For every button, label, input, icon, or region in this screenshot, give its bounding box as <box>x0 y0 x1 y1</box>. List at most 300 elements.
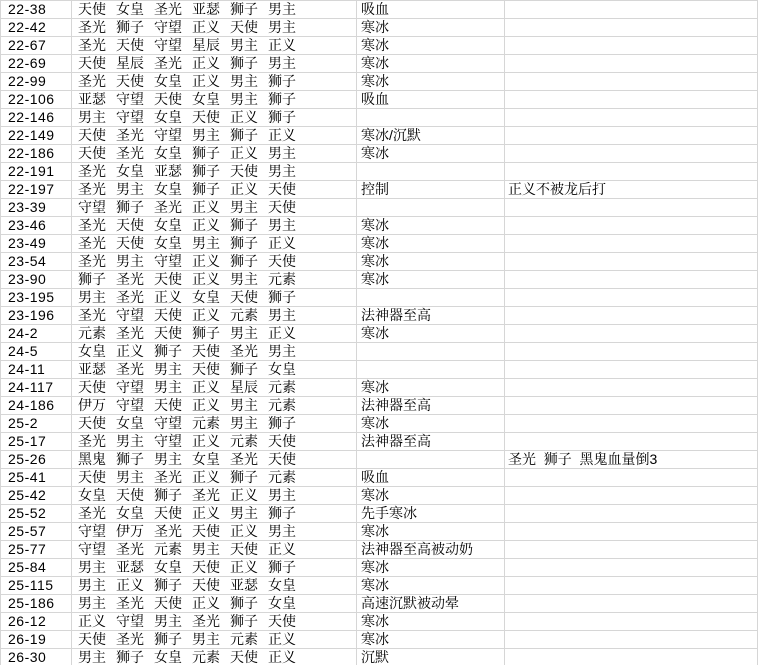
team-member: 守望 <box>154 415 182 431</box>
team-member: 狮子 <box>230 235 258 251</box>
team-member: 圣光 <box>116 631 144 647</box>
team-member: 狮子 <box>268 415 296 431</box>
team-member: 男主 <box>230 415 258 431</box>
row-id-cell[interactable]: 25-115 <box>0 577 72 595</box>
extra-note-cell[interactable] <box>505 1 758 19</box>
team-member: 圣光 <box>116 145 144 161</box>
team-member: 正义 <box>192 217 220 233</box>
table-row <box>0 397 758 415</box>
team-member: 元素 <box>268 469 296 485</box>
team-member: 亚瑟 <box>230 577 258 593</box>
team-cell[interactable] <box>72 271 357 289</box>
note-cell[interactable]: 寒冰 <box>357 73 505 91</box>
extra-note-cell[interactable] <box>505 595 758 613</box>
team-member: 守望 <box>78 199 106 215</box>
team-member: 天使 <box>230 163 258 179</box>
team-cell[interactable] <box>72 541 357 559</box>
row-id-cell[interactable]: 22-186 <box>0 145 72 163</box>
table-row <box>0 415 758 433</box>
team-member: 圣光 <box>192 613 220 629</box>
team-member: 女皇 <box>154 217 182 233</box>
table-row <box>0 433 758 451</box>
team-cell[interactable] <box>72 613 357 631</box>
team-cell[interactable] <box>72 505 357 523</box>
extra-note-cell[interactable] <box>505 649 758 665</box>
note-cell[interactable]: 寒冰 <box>357 523 505 541</box>
team-cell[interactable] <box>72 595 357 613</box>
team-member: 女皇 <box>78 343 106 359</box>
extra-note-cell[interactable] <box>505 415 758 433</box>
table-row <box>0 469 758 487</box>
table-row <box>0 235 758 253</box>
table-row <box>0 163 758 181</box>
extra-note-cell[interactable] <box>505 19 758 37</box>
team-cell[interactable] <box>72 37 357 55</box>
team-member: 狮子 <box>154 631 182 647</box>
team-member: 男主 <box>268 307 296 323</box>
table-row <box>0 55 758 73</box>
team-member: 狮子 <box>230 361 258 377</box>
note-cell[interactable]: 先手寒冰 <box>357 505 505 523</box>
team-member: 正义 <box>230 181 258 197</box>
team-cell[interactable] <box>72 289 357 307</box>
extra-note-cell[interactable] <box>505 91 758 109</box>
team-member: 天使 <box>116 73 144 89</box>
row-id-cell[interactable]: 22-106 <box>0 91 72 109</box>
table-row <box>0 91 758 109</box>
row-id-cell[interactable]: 25-41 <box>0 469 72 487</box>
team-member: 男主 <box>230 91 258 107</box>
team-cell[interactable] <box>72 163 357 181</box>
extra-note-cell[interactable] <box>505 73 758 91</box>
team-member: 狮子 <box>78 271 106 287</box>
row-id-cell[interactable]: 25-17 <box>0 433 72 451</box>
team-member: 女皇 <box>78 487 106 503</box>
team-member: 圣光 <box>78 217 106 233</box>
team-member: 圣光 <box>78 253 106 269</box>
team-member: 天使 <box>268 199 296 215</box>
table-row <box>0 109 758 127</box>
note-cell[interactable]: 寒冰 <box>357 37 505 55</box>
team-member: 男主 <box>154 451 182 467</box>
row-id-cell[interactable]: 26-19 <box>0 631 72 649</box>
team-member: 男主 <box>192 235 220 251</box>
team-member: 圣光 <box>116 127 144 143</box>
table-row <box>0 37 758 55</box>
team-member: 守望 <box>116 613 144 629</box>
team-member: 正义 <box>268 631 296 647</box>
note-cell[interactable] <box>357 109 505 127</box>
team-cell[interactable] <box>72 235 357 253</box>
note-cell[interactable] <box>357 343 505 361</box>
extra-note-cell[interactable] <box>505 235 758 253</box>
row-id-cell[interactable]: 23-39 <box>0 199 72 217</box>
row-id-cell[interactable]: 22-197 <box>0 181 72 199</box>
team-cell[interactable] <box>72 433 357 451</box>
extra-note-cell[interactable] <box>505 37 758 55</box>
team-member: 正义 <box>192 505 220 521</box>
row-id-cell[interactable]: 25-84 <box>0 559 72 577</box>
team-member: 圣光 <box>154 1 182 17</box>
note-cell[interactable]: 控制 <box>357 181 505 199</box>
team-member: 守望 <box>116 109 144 125</box>
note-cell[interactable]: 寒冰 <box>357 235 505 253</box>
team-member: 狮子 <box>154 343 182 359</box>
note-cell[interactable]: 寒冰 <box>357 217 505 235</box>
team-member: 狮子 <box>230 127 258 143</box>
extra-note-cell[interactable] <box>505 559 758 577</box>
team-member: 圣光 <box>230 451 258 467</box>
team-member: 圣光 <box>230 343 258 359</box>
row-id-cell[interactable]: 22-69 <box>0 55 72 73</box>
team-member: 正义 <box>230 109 258 125</box>
row-id-cell[interactable]: 25-77 <box>0 541 72 559</box>
team-member: 天使 <box>154 271 182 287</box>
team-member: 男主 <box>230 199 258 215</box>
team-cell[interactable] <box>72 109 357 127</box>
row-id-cell[interactable]: 23-49 <box>0 235 72 253</box>
team-member: 狮子 <box>116 199 144 215</box>
note-cell[interactable]: 吸血 <box>357 1 505 19</box>
extra-note-cell[interactable] <box>505 325 758 343</box>
team-cell[interactable] <box>72 55 357 73</box>
team-member: 守望 <box>154 253 182 269</box>
team-cell[interactable] <box>72 415 357 433</box>
team-member: 圣光 <box>78 433 106 449</box>
extra-note-cell[interactable] <box>505 523 758 541</box>
note-cell[interactable] <box>357 289 505 307</box>
team-member: 圣光 <box>78 307 106 323</box>
team-cell[interactable] <box>72 397 357 415</box>
team-member: 亚瑟 <box>192 1 220 17</box>
table-row <box>0 271 758 289</box>
extra-note-cell[interactable] <box>505 199 758 217</box>
team-member: 天使 <box>192 109 220 125</box>
table-row <box>0 649 758 665</box>
team-cell[interactable] <box>72 1 357 19</box>
team-member: 天使 <box>78 1 106 17</box>
row-id-cell[interactable]: 25-2 <box>0 415 72 433</box>
team-member: 天使 <box>78 145 106 161</box>
note-cell[interactable] <box>357 199 505 217</box>
team-member: 天使 <box>78 631 106 647</box>
extra-note-cell[interactable] <box>505 397 758 415</box>
team-member: 男主 <box>78 289 106 305</box>
team-member: 狮子 <box>268 289 296 305</box>
note-cell[interactable]: 寒冰 <box>357 325 505 343</box>
note-cell[interactable]: 吸血 <box>357 91 505 109</box>
team-member: 男主 <box>268 145 296 161</box>
extra-note-cell[interactable] <box>505 55 758 73</box>
team-cell[interactable] <box>72 253 357 271</box>
team-cell[interactable] <box>72 379 357 397</box>
team-cell[interactable] <box>72 343 357 361</box>
team-member: 女皇 <box>116 505 144 521</box>
team-member: 守望 <box>154 433 182 449</box>
team-member: 圣光 <box>78 73 106 89</box>
team-member: 狮子 <box>230 253 258 269</box>
team-cell[interactable] <box>72 487 357 505</box>
row-id-cell[interactable]: 23-195 <box>0 289 72 307</box>
table-row <box>0 19 758 37</box>
team-member: 狮子 <box>192 325 220 341</box>
team-member: 天使 <box>268 451 296 467</box>
row-id-cell[interactable]: 22-99 <box>0 73 72 91</box>
row-id-cell[interactable]: 23-54 <box>0 253 72 271</box>
team-member: 狮子 <box>154 577 182 593</box>
team-member: 圣光 <box>78 37 106 53</box>
note-cell[interactable]: 法神器至高被动奶 <box>357 541 505 559</box>
table-row <box>0 487 758 505</box>
team-member: 女皇 <box>154 109 182 125</box>
team-member: 正义 <box>192 253 220 269</box>
note-cell[interactable]: 寒冰 <box>357 559 505 577</box>
extra-note-cell[interactable]: 正义不被龙后打 <box>505 181 758 199</box>
row-id-cell[interactable]: 22-67 <box>0 37 72 55</box>
row-id-cell[interactable]: 23-46 <box>0 217 72 235</box>
team-member: 女皇 <box>268 577 296 593</box>
team-member: 天使 <box>78 415 106 431</box>
extra-note-cell[interactable] <box>505 487 758 505</box>
team-member: 圣光 <box>78 181 106 197</box>
team-cell[interactable] <box>72 649 357 665</box>
row-id-cell[interactable]: 26-30 <box>0 649 72 665</box>
extra-note-cell[interactable] <box>505 433 758 451</box>
note-cell[interactable]: 寒冰 <box>357 415 505 433</box>
extra-note-cell[interactable]: 圣光 狮子 黑鬼血量倒3 <box>505 451 758 469</box>
team-cell[interactable] <box>72 145 357 163</box>
table-row <box>0 145 758 163</box>
row-id-cell[interactable]: 24-5 <box>0 343 72 361</box>
row-id-cell[interactable]: 24-2 <box>0 325 72 343</box>
table-row <box>0 217 758 235</box>
team-member: 男主 <box>116 469 144 485</box>
row-id-cell[interactable]: 26-12 <box>0 613 72 631</box>
team-member: 狮子 <box>268 91 296 107</box>
team-member: 天使 <box>230 289 258 305</box>
note-cell[interactable] <box>357 451 505 469</box>
row-id-cell[interactable]: 23-90 <box>0 271 72 289</box>
team-member: 狮子 <box>268 505 296 521</box>
extra-note-cell[interactable] <box>505 577 758 595</box>
team-member: 星辰 <box>192 37 220 53</box>
extra-note-cell[interactable] <box>505 127 758 145</box>
row-id-cell[interactable]: 22-38 <box>0 1 72 19</box>
team-member: 天使 <box>268 253 296 269</box>
note-cell[interactable]: 寒冰 <box>357 19 505 37</box>
team-member: 正义 <box>268 37 296 53</box>
team-member: 元素 <box>268 271 296 287</box>
note-cell[interactable]: 寒冰/沉默 <box>357 127 505 145</box>
row-id-cell[interactable]: 22-191 <box>0 163 72 181</box>
table-row <box>0 577 758 595</box>
team-cell[interactable] <box>72 91 357 109</box>
row-id-cell[interactable]: 25-57 <box>0 523 72 541</box>
team-cell[interactable] <box>72 199 357 217</box>
team-cell[interactable] <box>72 217 357 235</box>
row-id-cell[interactable]: 22-149 <box>0 127 72 145</box>
team-cell[interactable] <box>72 451 357 469</box>
table-row <box>0 307 758 325</box>
table-row <box>0 199 758 217</box>
extra-note-cell[interactable] <box>505 271 758 289</box>
team-member: 天使 <box>268 181 296 197</box>
team-member: 男主 <box>230 73 258 89</box>
team-member: 天使 <box>230 649 258 665</box>
team-member: 正义 <box>268 235 296 251</box>
team-member: 男主 <box>230 37 258 53</box>
extra-note-cell[interactable] <box>505 289 758 307</box>
team-member: 元素 <box>192 649 220 665</box>
team-member: 天使 <box>268 433 296 449</box>
team-member: 正义 <box>192 199 220 215</box>
team-member: 正义 <box>268 649 296 665</box>
extra-note-cell[interactable] <box>505 469 758 487</box>
row-id-cell[interactable]: 22-42 <box>0 19 72 37</box>
team-member: 狮子 <box>230 595 258 611</box>
team-member: 狮子 <box>230 613 258 629</box>
note-cell[interactable]: 寒冰 <box>357 271 505 289</box>
team-member: 男主 <box>268 55 296 71</box>
table-row <box>0 289 758 307</box>
note-cell[interactable]: 寒冰 <box>357 613 505 631</box>
team-member: 天使 <box>116 37 144 53</box>
team-member: 狮子 <box>230 55 258 71</box>
note-cell[interactable]: 寒冰 <box>357 55 505 73</box>
team-member: 男主 <box>116 253 144 269</box>
team-member: 守望 <box>154 127 182 143</box>
team-member: 元素 <box>192 415 220 431</box>
team-member: 黑鬼 <box>78 451 106 467</box>
team-member: 元素 <box>230 307 258 323</box>
team-member: 女皇 <box>116 415 144 431</box>
table-row <box>0 379 758 397</box>
table-row <box>0 181 758 199</box>
team-member: 天使 <box>154 505 182 521</box>
team-cell[interactable] <box>72 559 357 577</box>
team-member: 狮子 <box>116 19 144 35</box>
team-member: 男主 <box>192 127 220 143</box>
extra-note-cell[interactable] <box>505 541 758 559</box>
team-member: 圣光 <box>78 163 106 179</box>
row-id-cell[interactable]: 24-11 <box>0 361 72 379</box>
table-row <box>0 613 758 631</box>
note-cell[interactable] <box>357 361 505 379</box>
note-cell[interactable]: 寒冰 <box>357 577 505 595</box>
note-cell[interactable]: 寒冰 <box>357 253 505 271</box>
note-cell[interactable]: 寒冰 <box>357 487 505 505</box>
note-cell[interactable]: 法神器至高 <box>357 307 505 325</box>
extra-note-cell[interactable] <box>505 163 758 181</box>
row-id-cell[interactable]: 22-146 <box>0 109 72 127</box>
team-member: 正义 <box>268 325 296 341</box>
team-member: 正义 <box>230 145 258 161</box>
team-cell[interactable] <box>72 469 357 487</box>
note-cell[interactable]: 寒冰 <box>357 631 505 649</box>
team-member: 元素 <box>230 631 258 647</box>
team-member: 男主 <box>78 577 106 593</box>
note-cell[interactable]: 沉默 <box>357 649 505 665</box>
team-member: 天使 <box>116 487 144 503</box>
team-member: 正义 <box>192 19 220 35</box>
team-member: 守望 <box>154 37 182 53</box>
team-member: 正义 <box>116 577 144 593</box>
team-member: 天使 <box>268 613 296 629</box>
team-member: 女皇 <box>192 289 220 305</box>
extra-note-cell[interactable] <box>505 505 758 523</box>
note-cell[interactable]: 法神器至高 <box>357 397 505 415</box>
row-id-cell[interactable]: 25-186 <box>0 595 72 613</box>
team-member: 守望 <box>78 523 106 539</box>
team-cell[interactable] <box>72 631 357 649</box>
extra-note-cell[interactable] <box>505 631 758 649</box>
team-member: 天使 <box>230 541 258 557</box>
team-cell[interactable] <box>72 361 357 379</box>
note-cell[interactable]: 寒冰 <box>357 379 505 397</box>
extra-note-cell[interactable] <box>505 343 758 361</box>
extra-note-cell[interactable] <box>505 217 758 235</box>
team-cell[interactable] <box>72 325 357 343</box>
team-member: 正义 <box>230 487 258 503</box>
row-id-cell[interactable]: 24-186 <box>0 397 72 415</box>
note-cell[interactable]: 高速沉默被动晕 <box>357 595 505 613</box>
team-member: 元素 <box>268 379 296 395</box>
team-member: 正义 <box>192 55 220 71</box>
note-cell[interactable]: 法神器至高 <box>357 433 505 451</box>
table-row <box>0 523 758 541</box>
note-cell[interactable]: 吸血 <box>357 469 505 487</box>
note-cell[interactable] <box>357 163 505 181</box>
team-member: 圣光 <box>192 487 220 503</box>
team-member: 圣光 <box>116 541 144 557</box>
row-id-cell[interactable]: 25-26 <box>0 451 72 469</box>
table-row <box>0 361 758 379</box>
team-member: 守望 <box>116 307 144 323</box>
extra-note-cell[interactable] <box>505 307 758 325</box>
team-member: 圣光 <box>78 505 106 521</box>
team-member: 星辰 <box>230 379 258 395</box>
team-member: 天使 <box>116 217 144 233</box>
team-member: 女皇 <box>154 235 182 251</box>
team-member: 元素 <box>78 325 106 341</box>
table-row <box>0 505 758 523</box>
team-member: 圣光 <box>78 235 106 251</box>
row-id-cell[interactable]: 25-52 <box>0 505 72 523</box>
team-cell[interactable] <box>72 127 357 145</box>
team-member: 元素 <box>154 541 182 557</box>
team-cell[interactable] <box>72 181 357 199</box>
team-member: 天使 <box>192 361 220 377</box>
extra-note-cell[interactable] <box>505 253 758 271</box>
extra-note-cell[interactable] <box>505 379 758 397</box>
team-member: 守望 <box>154 19 182 35</box>
row-id-cell[interactable]: 25-42 <box>0 487 72 505</box>
extra-note-cell[interactable] <box>505 109 758 127</box>
team-member: 圣光 <box>116 361 144 377</box>
team-cell[interactable] <box>72 307 357 325</box>
extra-note-cell[interactable] <box>505 613 758 631</box>
row-id-cell[interactable]: 23-196 <box>0 307 72 325</box>
team-cell[interactable] <box>72 73 357 91</box>
extra-note-cell[interactable] <box>505 361 758 379</box>
team-member: 正义 <box>192 595 220 611</box>
note-cell[interactable]: 寒冰 <box>357 145 505 163</box>
row-id-cell[interactable]: 24-117 <box>0 379 72 397</box>
team-cell[interactable] <box>72 19 357 37</box>
team-cell[interactable] <box>72 523 357 541</box>
team-cell[interactable] <box>72 577 357 595</box>
extra-note-cell[interactable] <box>505 145 758 163</box>
